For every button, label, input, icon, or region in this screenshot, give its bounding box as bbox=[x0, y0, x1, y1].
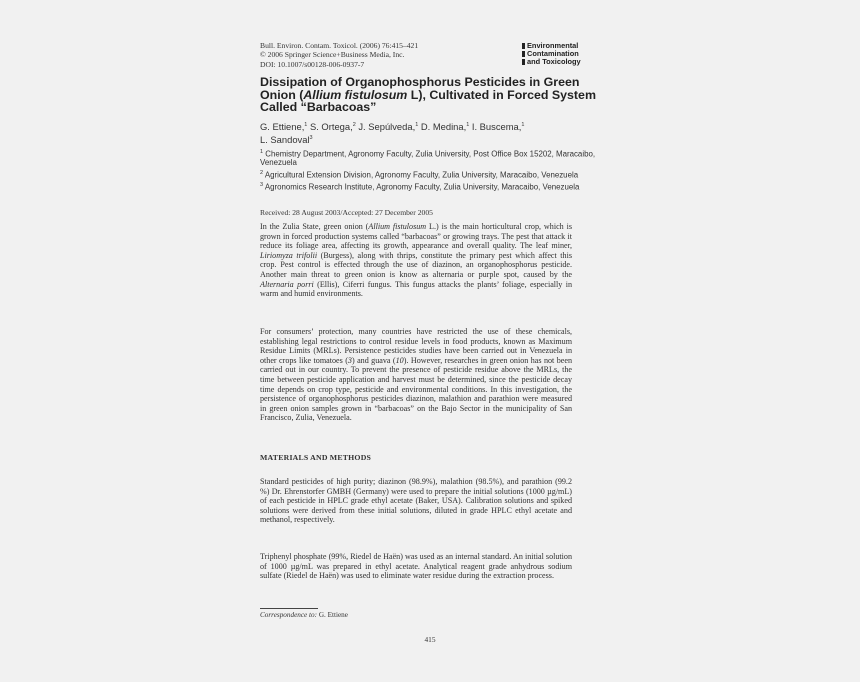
paragraph-standards: Standard pesticides of high purity; diazinon (98.9%), malathion (98.5%), and parathion (99.2 %) Dr. Ehrenstorfer GMBH (Germany) were used to prepare the initial solutions (1000 µg/mL) of each pesticide in HPLC grade ethyl acetate (Baker, USA). Calibration solutions and spiked solutions were derived from these initial solutions, diluted in grade HPLC ethyl acetate and methanol, respectively. bbox=[260, 477, 572, 525]
page-number: 415 bbox=[424, 635, 436, 644]
affiliations bbox=[260, 148, 610, 193]
logo-line-1: Environmental bbox=[527, 41, 579, 50]
logo-line-2: Contamination bbox=[527, 49, 579, 58]
journal-copyright: © 2006 Springer Science+Business Media, Inc. bbox=[260, 50, 405, 60]
journal-doi: DOI: 10.1007/s00128-006-0937-7 bbox=[260, 59, 365, 69]
author: D. Medina, bbox=[418, 121, 467, 133]
journal-meta bbox=[260, 41, 520, 69]
author: S. Ortega, bbox=[307, 121, 353, 133]
author: I. Buscema, bbox=[469, 121, 522, 133]
author: L. Sandoval bbox=[260, 133, 310, 145]
author: G. Ettiene, bbox=[260, 121, 305, 133]
journal-citation: Bull. Environ. Contam. Toxicol. (2006) 76:415–421 bbox=[260, 41, 419, 50]
paper-title: Dissipation of Organophosphorus Pesticides in Green Onion (Allium fistulosum L), Cultivated in Forced System Called “Barbacoas” bbox=[260, 75, 596, 115]
author-list: G. Ettiene,$^1$ S. Ortega,$^2$ J. Sepúlveda,$^1$ D. Medina,$^1$ I. Buscema,$^1$ L. Sandoval$^3$ bbox=[260, 121, 525, 145]
logo-line-3: and Toxicology bbox=[527, 57, 581, 66]
affiliation-1: $^1$ Chemistry Department, Agronomy Faculty, Zulia University, Post Office Box 15202, Maracaibo, Venezuela bbox=[260, 149, 596, 168]
paragraph-consumers: For consumers’ protection, many countries have restricted the use of these chemicals, establishing legal restrictions to control residue levels in food products, known as Maximum Residue Limits (MRLs). Persistence pesticides studies have been carried out in Venezuela in other crops like tomatoes (3) and guava (10). However, researches in green onion has not been carried out in our country. To prevent the presence of pesticide residue above the MRLs, the time between pesticide application and harvest must be determined, since the pesticide decay time depends on crop type, pesticide and environmental conditions. In this investigation, the persistence of organophosphorus pesticides diazinon, malathion and parathion were measured in green onion samples grown in “barbacoas” on the Bajo Sector in the municipality of San Francisco, Zulia, Venezuela. bbox=[260, 327, 572, 423]
paragraph-intro: In the Zulia State, green onion (Allium fistulosum L.) is the main horticultural crop, which is grown in forced production systems called “barbacoas” or growing trays. The pest that attack it reduce its foliage area, affecting its growth, appearance and overall quality. The leaf miner, Liriomyza trifolii (Burgess), along with thrips, constitute the primary pest which affect this crop. Pest control is effected through the use of diazinon, an organophosphorus pesticide. Another main threat to green onion is know as alternaria or purple spot, caused by the Alternaria porri (Ellis), Ciferri fungus. This fungus attacks the plants’ foliage, especially in warm and humid environments. bbox=[260, 222, 573, 299]
journal-logo bbox=[522, 42, 604, 66]
received-date: Received: 28 August 2003/Accepted: 27 December 2005 bbox=[260, 208, 433, 217]
affiliation-3: $^3$ Agronomics Research Institute, Agronomy Faculty, Zulia University, Maracaibo, Venezuela bbox=[260, 182, 580, 192]
footnote-rule bbox=[260, 608, 318, 609]
correspondence: Correspondence to: G. Ettiene bbox=[260, 611, 348, 619]
author: J. Sepúlveda, bbox=[355, 121, 416, 133]
title-species: Allium fistulosum bbox=[303, 87, 408, 102]
affiliation-2: $^2$ Agricultural Extension Division, Agronomy Faculty, Zulia University, Maracaibo, Venezuela bbox=[260, 169, 579, 180]
paragraph-internal-standard: Triphenyl phosphate (99%, Riedel de Haën) was used as an internal standard. An initial solution of 1000 µg/mL was prepared in ethyl acetate. Analytical reagent grade anhydrous sodium sulfate (Riedel de Haën) was used to eliminate water residue during the extraction process. bbox=[260, 552, 572, 581]
section-heading: MATERIALS AND METHODS bbox=[260, 453, 372, 462]
